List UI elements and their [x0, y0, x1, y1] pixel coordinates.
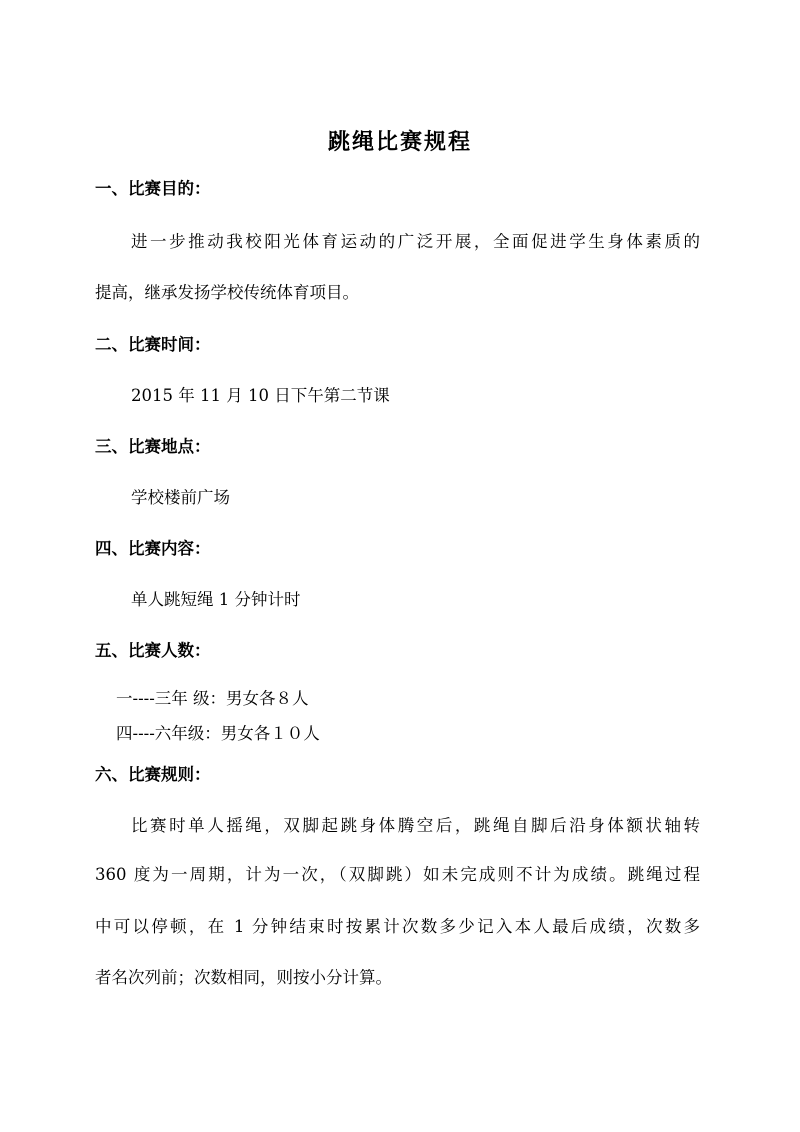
rules-paragraph-line-3: 中可以停顿，在 1 分钟结束时按累计次数多少记入本人最后成绩，次数多	[95, 917, 700, 936]
section-heading-time: 二、比赛时间：	[95, 335, 211, 354]
rules-paragraph-line-1: 比赛时单人摇绳，双脚起跳身体腾空后，跳绳自脚后沿身体额状轴转	[131, 816, 700, 835]
content-text: 单人跳短绳 1 分钟计时	[131, 590, 301, 609]
purpose-paragraph-line-2: 提高，继承发扬学校传统体育项目。	[95, 283, 359, 302]
rules-paragraph-line-4: 者名次列前；次数相同，则按小分计算。	[95, 968, 392, 987]
section-heading-participants: 五、比赛人数：	[95, 641, 211, 660]
participants-line-1: 一----三年 级：男女各８人	[116, 689, 309, 708]
location-text: 学校楼前广场	[131, 488, 230, 507]
purpose-paragraph-line-1: 进一步推动我校阳光体育运动的广泛开展，全面促进学生身体素质的	[131, 232, 700, 251]
time-text: 2015 年 11 月 10 日下午第二节课	[131, 386, 390, 405]
participants-line-2: 四----六年级：男女各１０人	[116, 724, 320, 743]
section-heading-location: 三、比赛地点：	[95, 437, 211, 456]
section-heading-content: 四、比赛内容：	[95, 539, 211, 558]
rules-paragraph-line-2: 360 度为一周期，计为一次，（双脚跳）如未完成则不计为成绩。跳绳过程	[95, 865, 700, 884]
document-title: 跳绳比赛规程	[327, 130, 472, 155]
section-heading-purpose: 一、比赛目的：	[95, 179, 211, 198]
section-heading-rules: 六、比赛规则：	[95, 765, 211, 784]
